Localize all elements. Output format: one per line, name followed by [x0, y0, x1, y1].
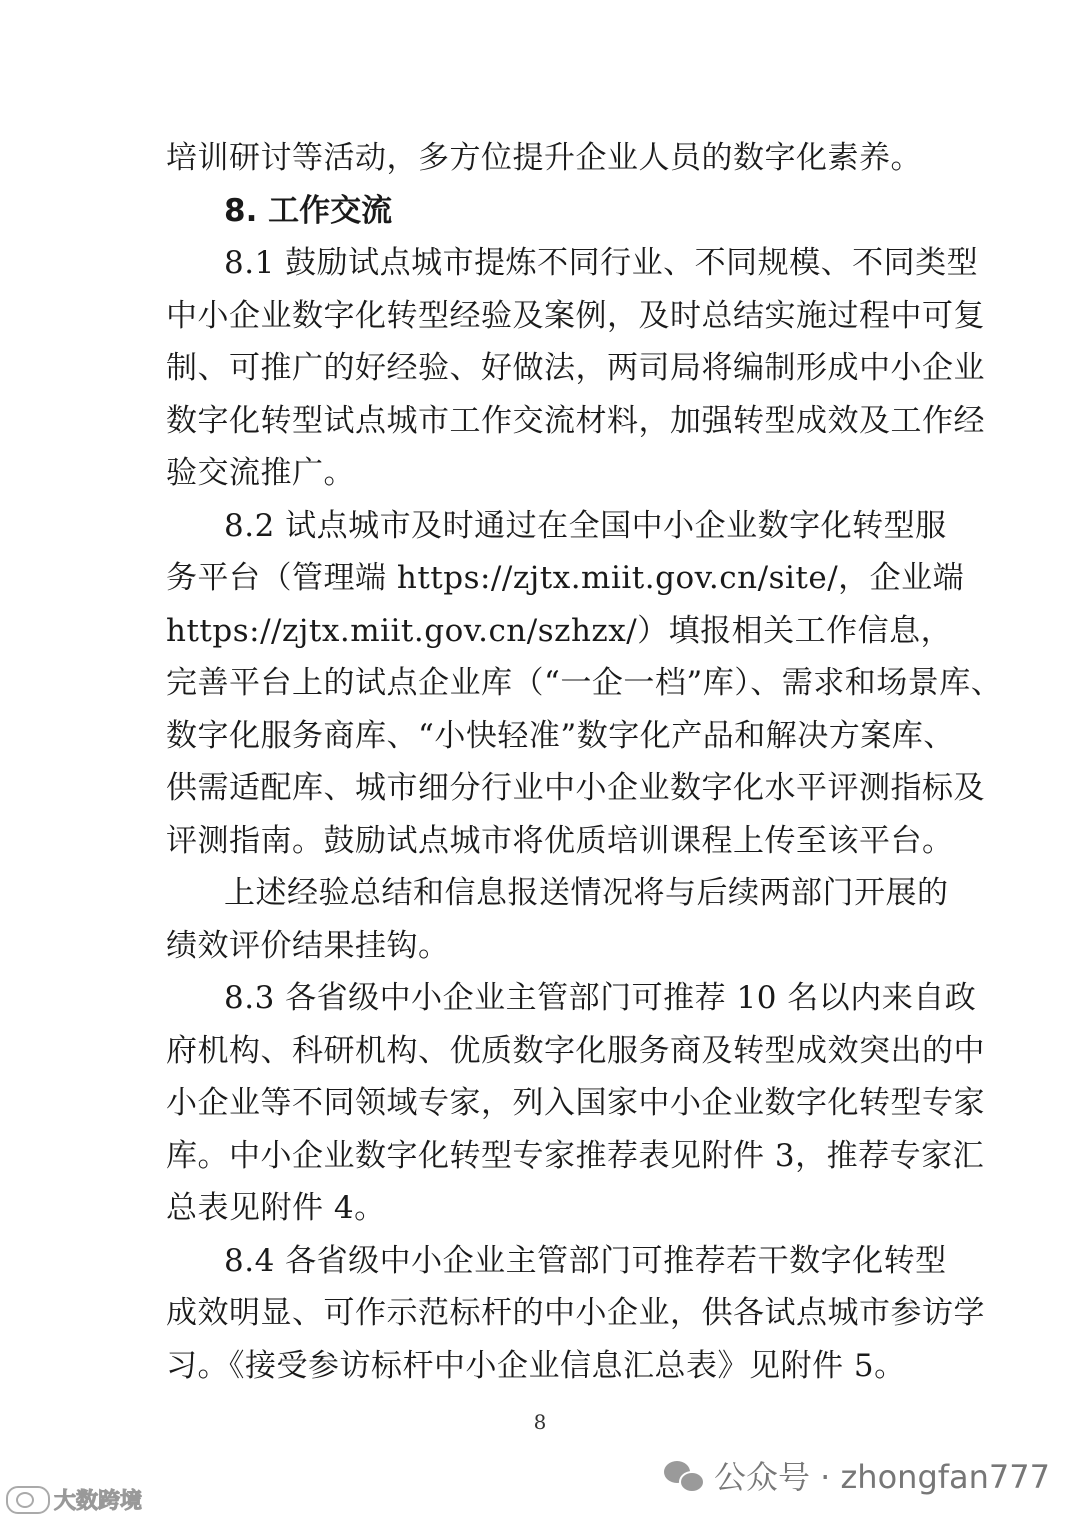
watermark-site	[6, 1484, 142, 1515]
weibo-logo-icon	[6, 1486, 50, 1514]
text-line: 评测指南。鼓励试点城市将优质培训课程上传至该平台。	[166, 822, 954, 859]
text-line: 绩效评价结果挂钩。	[166, 927, 450, 964]
text-line: 务平台（管理端 https://zjtx.miit.gov.cn/site/，企业端	[166, 560, 965, 596]
text-line: 府机构、科研机构、优质数字化服务商及转型成效突出的中	[166, 1032, 985, 1069]
text-line: 数字化服务商库、“小快轻准”数字化产品和解决方案库、	[166, 717, 955, 754]
text-line: 小企业等不同领域专家，列入国家中小企业数字化转型专家	[166, 1085, 985, 1121]
text-line: 完善平台上的试点企业库（“一企一档”库）、需求和场景库、	[166, 665, 1003, 701]
text-line: 制、可推广的好经验、好做法，两司局将编制形成中小企业	[166, 350, 985, 386]
text-line: 上述经验总结和信息报送情况将与后续两部门开展的	[224, 875, 949, 911]
section-heading: 8. 工作交流	[224, 192, 393, 229]
text-line: 习。《接受参访标杆中小企业信息汇总表》见附件 5。	[166, 1347, 906, 1384]
text-line: 8.2 试点城市及时通过在全国中小企业数字化转型服	[224, 507, 947, 544]
text-line: 数字化转型试点城市工作交流材料，加强转型成效及工作经	[166, 402, 985, 439]
text-line: 8.3 各省级中小企业主管部门可推荐 10 名以内来自政	[224, 980, 977, 1016]
page-number: 8	[533, 1410, 547, 1434]
text-line: 8.1 鼓励试点城市提炼不同行业、不同规模、不同类型	[224, 245, 979, 281]
text-line: 培训研讨等活动，多方位提升企业人员的数字化素养。	[166, 140, 922, 176]
text-line: 成效明显、可作示范标杆的中小企业，供各试点城市参访学	[166, 1295, 985, 1331]
watermark-official-account	[664, 1452, 1050, 1498]
text-line: 8.4 各省级中小企业主管部门可推荐若干数字化转型	[224, 1242, 947, 1279]
document-body	[166, 132, 1003, 1392]
text-line: 库。中小企业数字化转型专家推荐表见附件 3，推荐专家汇	[166, 1137, 985, 1174]
text-line: 总表见附件 4。	[166, 1190, 386, 1226]
watermark-left-text: 大数跨境	[54, 1489, 143, 1514]
text-line: 中小企业数字化转型经验及案例，及时总结实施过程中可复	[166, 297, 985, 334]
watermark-right-text: 公众号 · zhongfan777	[713, 1458, 1050, 1496]
text-line: 供需适配库、城市细分行业中小企业数字化水平评测指标及	[166, 770, 985, 806]
text-line: https://zjtx.miit.gov.cn/szhzx/）填报相关工作信息，	[166, 612, 953, 649]
wechat-icon	[664, 1459, 704, 1491]
text-line: 验交流推广。	[166, 455, 355, 491]
